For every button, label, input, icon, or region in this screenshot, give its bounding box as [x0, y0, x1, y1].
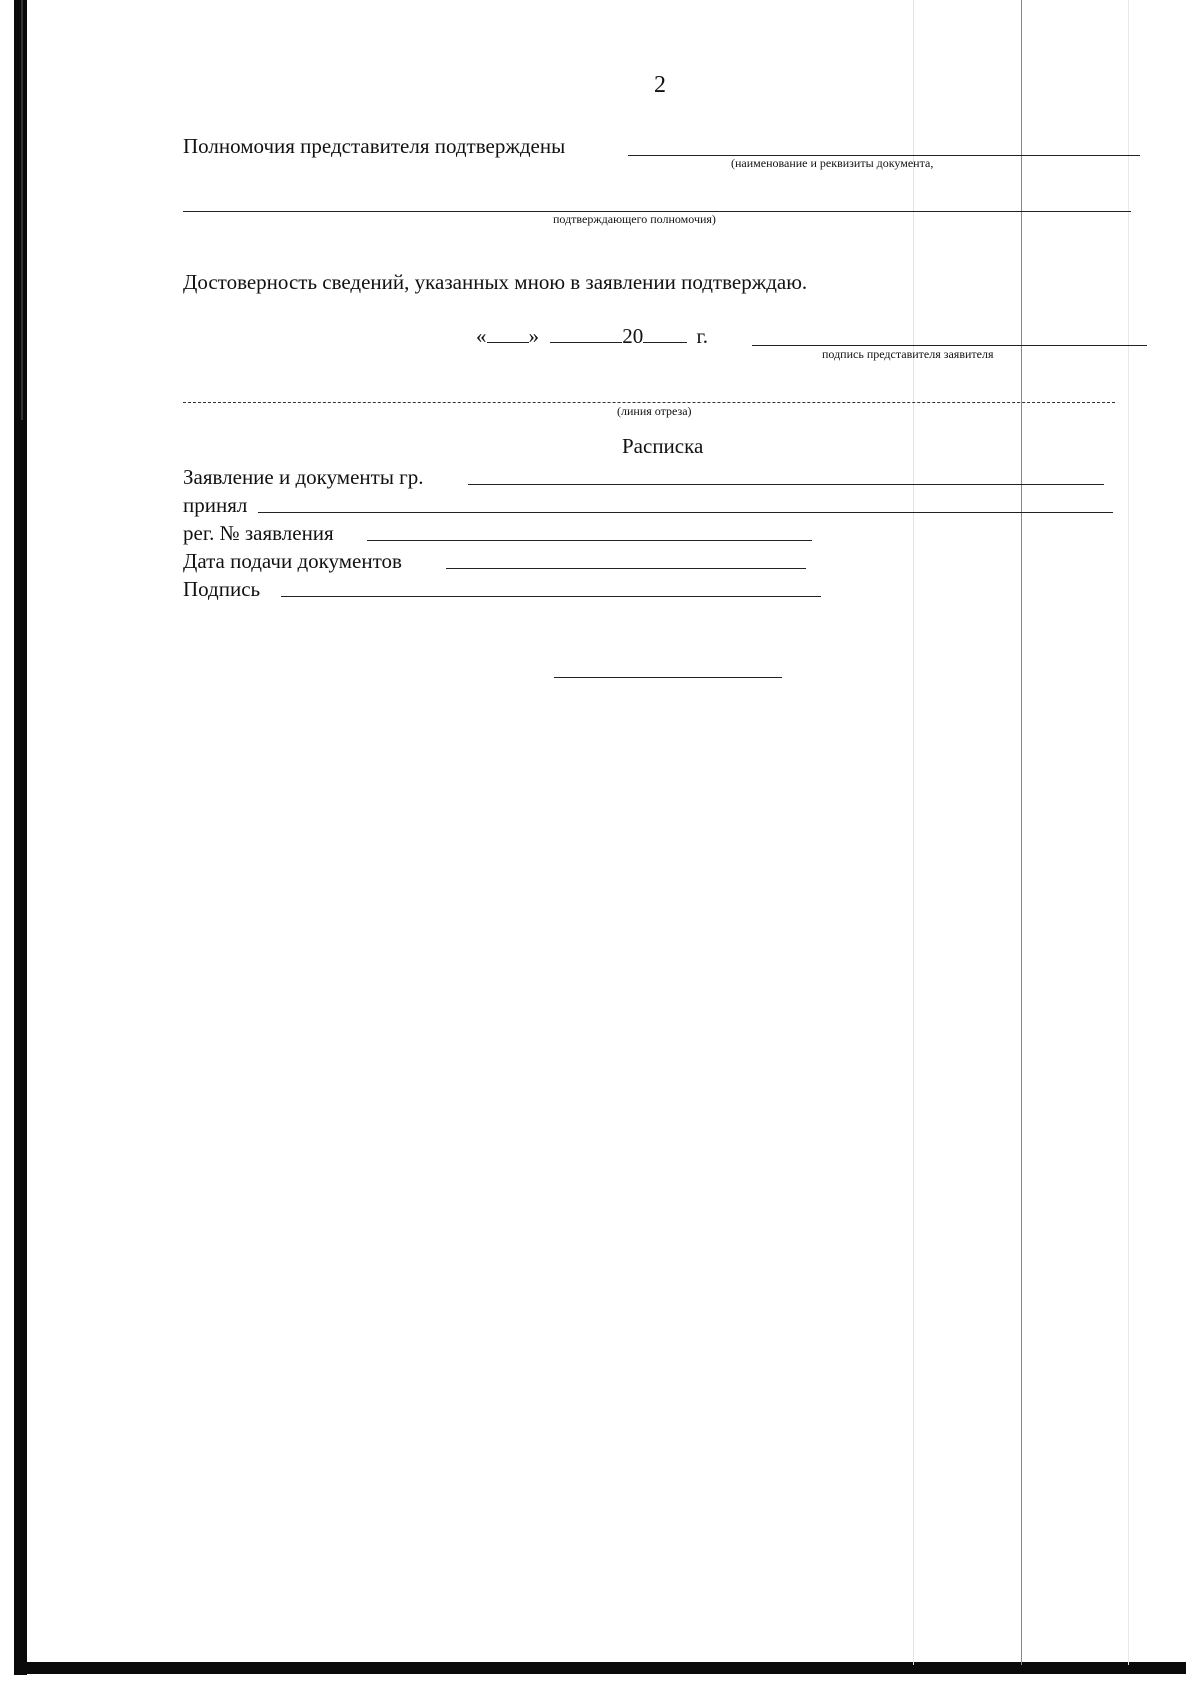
day-blank — [487, 326, 529, 343]
scan-left-thin-line — [21, 0, 23, 420]
submission-date-label: Дата подачи документов — [183, 549, 402, 573]
year-prefix: 20 — [622, 324, 644, 348]
scan-vertical-faint-line — [913, 0, 914, 1665]
page-number: 2 — [654, 72, 666, 98]
end-separator — [554, 677, 782, 678]
scan-vertical-fold-line — [1021, 0, 1022, 1665]
cut-line-label: (линия отреза) — [617, 404, 692, 418]
documents-from-line — [468, 484, 1104, 485]
cut-line — [183, 402, 1115, 403]
signature-hint: подпись представителя заявителя — [822, 347, 994, 361]
scan-vertical-faint-line-2 — [1128, 0, 1129, 1665]
reg-number-label: рег. № заявления — [183, 521, 334, 545]
accepted-line — [258, 512, 1113, 513]
date-close-quote: » — [528, 324, 539, 348]
date-open-quote: « — [476, 324, 487, 348]
receipt-title: Расписка — [622, 434, 704, 458]
authority-hint-line1: (наименование и реквизиты документа, — [731, 156, 934, 170]
year-blank — [643, 326, 687, 343]
reg-number-line — [367, 540, 812, 541]
month-blank — [550, 326, 622, 343]
signature-label: Подпись — [183, 577, 261, 601]
submission-date-line — [446, 568, 806, 569]
year-suffix: г. — [696, 324, 708, 348]
authority-hint-line2: подтверждающего полномочия) — [553, 212, 716, 226]
certification-text: Достоверность сведений, указанных мною в заявлении подтверждаю. — [183, 270, 808, 294]
documents-from-label: Заявление и документы гр. — [183, 465, 424, 489]
date-row — [476, 324, 708, 349]
scan-bottom-border — [14, 1662, 1186, 1674]
authority-label: Полномочия представителя подтверждены — [183, 134, 566, 158]
receipt-signature-line — [281, 596, 821, 597]
accepted-label: принял — [183, 493, 248, 517]
signature-line — [752, 345, 1147, 346]
